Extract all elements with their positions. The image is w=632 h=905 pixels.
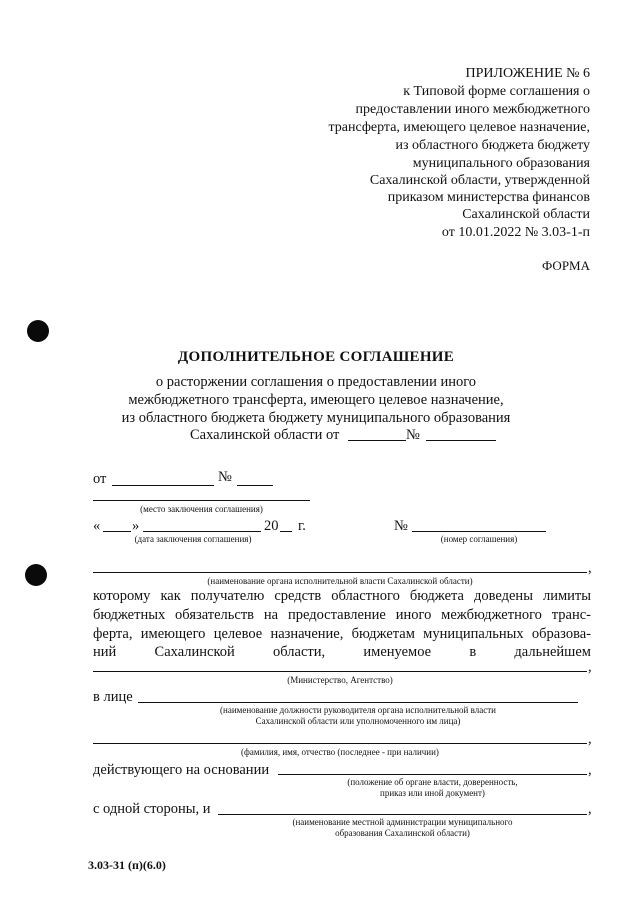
title-sub-line: из областного бюджета бюджету муниципального образования <box>121 410 511 426</box>
title-sub-line: межбюджетного трансферта, имеющего целевое назначение, <box>128 392 504 408</box>
admin-line[interactable] <box>218 814 587 815</box>
date-day-line[interactable] <box>103 531 131 532</box>
ministry-caption: (Министерство, Агентство) <box>287 675 393 685</box>
date-year-line[interactable] <box>280 531 292 532</box>
admin-caption: (наименование местной администрации муниципального <box>292 817 513 827</box>
title-date-line <box>348 440 406 441</box>
head-line[interactable] <box>138 702 578 703</box>
comma: , <box>588 731 592 747</box>
header-line: из областного бюджета бюджету <box>395 138 590 153</box>
ot-date-line[interactable] <box>112 485 214 486</box>
punch-hole-top <box>27 320 49 342</box>
date-open-quote: « <box>93 518 101 534</box>
paragraph-line: ферта, имеющего целевое назначение, бюджетам муниципальных образова- <box>93 626 591 642</box>
place-line[interactable] <box>93 500 310 501</box>
paragraph-line: бюджетных обязательств на предоставление иного межбюджетного транс- <box>93 607 591 623</box>
header-line: Сахалинской области <box>462 207 590 222</box>
paragraph-line: которому как получателю средств областного бюджета доведены лимиты <box>93 588 591 604</box>
basis-line[interactable] <box>278 774 587 775</box>
fio-caption: (фамилия, имя, отчество (последнее - при наличии) <box>241 747 439 757</box>
header-line: от 10.01.2022 № 3.03-1-п <box>441 225 590 240</box>
title-no-sign: № <box>406 427 420 443</box>
header-line: трансферта, имеющего целевое назначение, <box>328 120 590 135</box>
in-person-label: в лице <box>93 689 133 705</box>
agreement-number-line[interactable] <box>412 531 546 532</box>
comma: , <box>588 560 592 576</box>
date-close-quote: » <box>132 518 140 534</box>
paragraph-word: дальнейшем <box>514 644 591 660</box>
date-caption: (дата заключения соглашения) <box>134 534 252 544</box>
organ-line[interactable] <box>93 572 587 573</box>
header-line: предоставлении иного межбюджетного <box>355 102 590 117</box>
ministry-line[interactable] <box>93 671 587 672</box>
place-caption: (место заключения соглашения) <box>140 504 263 514</box>
comma: , <box>588 762 592 778</box>
header-line: к Типовой форме соглашения о <box>403 84 590 99</box>
header-line: приказом министерства финансов <box>387 190 590 205</box>
title-number-line <box>426 440 496 441</box>
agreement-no-label: № <box>394 518 408 534</box>
comma: , <box>588 659 592 675</box>
title-last-prefix: Сахалинской области от <box>190 427 340 443</box>
acting-label: действующего на основании <box>93 762 270 778</box>
basis-caption: приказ или иной документ) <box>380 788 485 798</box>
form-code: 3.03-31 (п)(6.0) <box>88 858 166 872</box>
admin-caption: образования Сахалинской области) <box>335 828 470 838</box>
punch-hole-bottom <box>25 564 47 586</box>
year-prefix: 20 <box>264 518 279 534</box>
header-line: Сахалинской области, утвержденной <box>369 173 590 188</box>
year-suffix: г. <box>298 518 306 534</box>
fio-line[interactable] <box>93 743 587 744</box>
head-caption: Сахалинской области или уполномоченного им лица) <box>255 716 461 726</box>
paragraph-word: в <box>469 644 477 660</box>
paragraph-last-line <box>93 643 591 661</box>
basis-caption: (положение об органе власти, доверенность, <box>347 777 518 787</box>
ot-label: от <box>93 471 107 487</box>
header-line: ПРИЛОЖЕНИЕ № 6 <box>465 66 590 81</box>
form-label: ФОРМА <box>542 258 590 273</box>
paragraph-word: Сахалинской <box>154 644 235 660</box>
comma: , <box>588 801 592 817</box>
document-title: ДОПОЛНИТЕЛЬНОЕ СОГЛАШЕНИЕ <box>177 349 455 365</box>
paragraph-word: ний <box>93 644 117 660</box>
ot-number-line[interactable] <box>237 485 273 486</box>
date-month-line[interactable] <box>143 531 261 532</box>
organ-caption: (наименование органа исполнительной власти Сахалинской области) <box>207 576 473 586</box>
title-sub-line: о расторжении соглашения о предоставлении иного <box>155 374 477 390</box>
paragraph-word: именуемое <box>363 644 432 660</box>
ot-no-label: № <box>218 469 232 485</box>
head-caption: (наименование должности руководителя органа исполнительной власти <box>220 705 496 715</box>
one-side-label: с одной стороны, и <box>93 801 211 817</box>
header-line: муниципального образования <box>412 156 590 171</box>
paragraph-word: области, <box>273 644 326 660</box>
number-caption: (номер соглашения) <box>440 534 518 544</box>
